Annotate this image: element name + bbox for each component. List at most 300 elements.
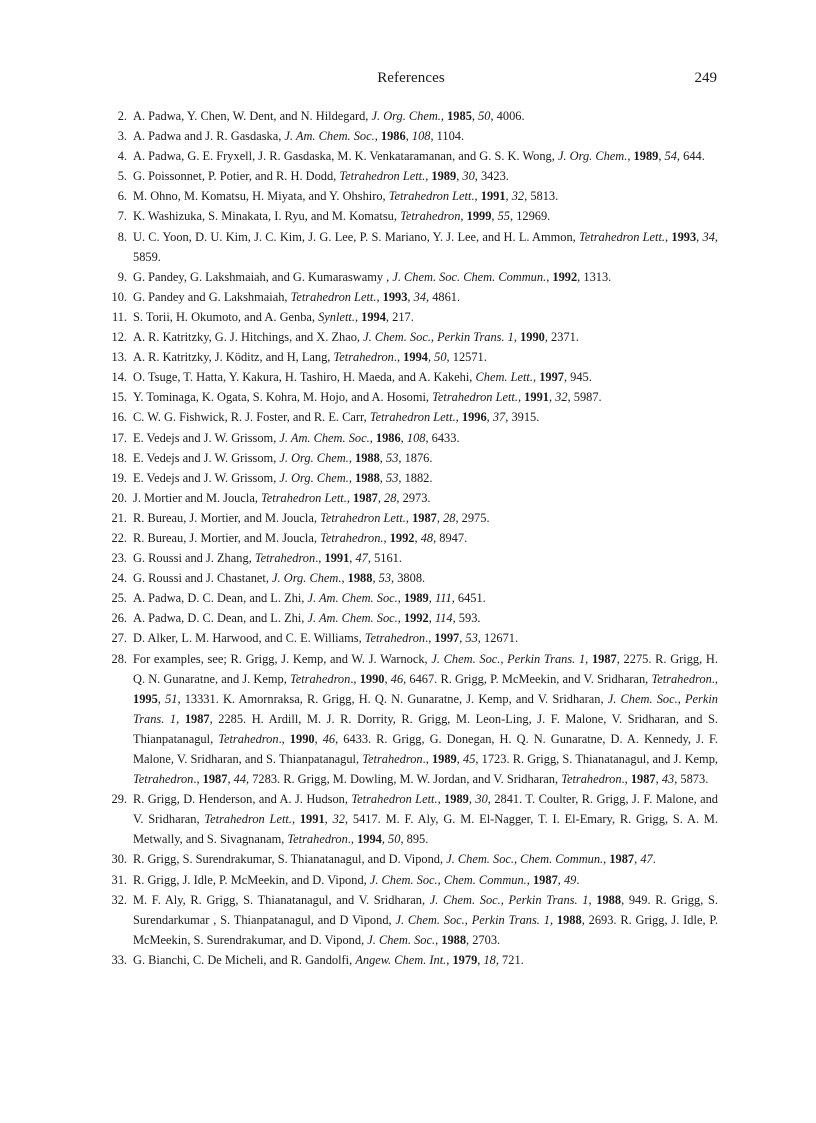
citation-text: , 945. xyxy=(563,370,592,385)
reference-text xyxy=(133,310,414,324)
reference-text xyxy=(133,893,718,947)
reference-text xyxy=(133,852,656,866)
reference-text xyxy=(133,511,490,525)
citation-journal: 108 xyxy=(406,430,426,445)
citation-journal: J. Chem. Soc., Perkin Trans. 1 xyxy=(133,691,718,726)
reference-item xyxy=(105,649,718,790)
reference-text xyxy=(133,652,718,787)
citation-journal: J. Chem. Soc., Chem. Commun. xyxy=(369,872,527,887)
citation-text: , 217. xyxy=(385,309,414,324)
reference-item xyxy=(105,508,718,528)
citation-text: , 3808. xyxy=(391,571,426,586)
citation-journal: J. Org. Chem. xyxy=(279,450,349,465)
reference-number: 8. xyxy=(117,229,127,244)
running-title: References xyxy=(377,70,445,86)
citation-journal: 32 xyxy=(511,189,525,204)
citation-journal: Tetrahedron Lett. xyxy=(579,229,666,244)
citation-text: , xyxy=(696,229,703,244)
citation-text: , xyxy=(348,450,356,465)
citation-year: 1988 xyxy=(355,470,380,485)
reference-item xyxy=(105,146,718,166)
citation-journal: 53 xyxy=(465,631,478,646)
citation-journal: 108 xyxy=(411,129,431,144)
reference-number: 32. xyxy=(111,892,127,907)
citation-journal: Tetrahedron Lett. xyxy=(369,410,456,425)
citation-text: , xyxy=(658,149,665,164)
reference-text xyxy=(133,169,509,183)
citation-text: A. Padwa, Y. Chen, W. Dent, and N. Hildegard, xyxy=(133,109,372,123)
citation-text: , xyxy=(655,772,662,787)
citation-text: , xyxy=(532,370,540,385)
reference-number: 25. xyxy=(111,591,127,606)
citation-journal: J. Chem. Soc. xyxy=(367,932,436,947)
citation-text: . xyxy=(576,872,580,887)
citation-year: 1997 xyxy=(434,631,460,646)
reference-item xyxy=(105,126,718,146)
citation-journal: J. Am. Chem. Soc. xyxy=(307,611,398,626)
reference-number: 13. xyxy=(111,350,127,365)
reference-number: 5. xyxy=(117,169,127,184)
citation-journal: J. Org. Chem. xyxy=(272,571,342,586)
citation-journal: J. Am. Chem. Soc. xyxy=(284,129,375,144)
citation-journal: J. Org. Chem. xyxy=(279,470,349,485)
citation-text: A. Padwa and J. R. Gasdaska, xyxy=(133,129,285,144)
citation-year: 1987 xyxy=(609,852,635,867)
reference-number: 20. xyxy=(111,490,127,505)
citation-text: , xyxy=(557,872,564,887)
citation-journal: 46 xyxy=(390,671,404,686)
citation-journal: J. Chem. Soc., Chem. Commun. xyxy=(446,852,604,867)
citation-text: G. Pandey and G. Lakshmaiah, xyxy=(133,289,291,304)
citation-journal: Tetrahedron xyxy=(364,631,426,646)
citation-text: ., xyxy=(621,772,631,787)
citation-text: , xyxy=(513,330,521,345)
reference-text xyxy=(133,611,481,625)
citation-text: , xyxy=(456,752,464,766)
reference-text xyxy=(133,270,611,284)
citation-journal: Tetrahedron xyxy=(400,209,461,224)
citation-text: , 5987. xyxy=(567,390,602,405)
citation-journal: 46 xyxy=(322,731,336,746)
reference-number: 23. xyxy=(111,551,127,566)
reference-number: 10. xyxy=(111,289,127,304)
citation-year: 1993 xyxy=(671,229,697,244)
citation-text: , xyxy=(379,450,386,465)
reference-item xyxy=(105,206,718,226)
reference-text xyxy=(133,149,705,163)
citation-text: , xyxy=(425,169,432,184)
citation-text: , xyxy=(446,952,453,967)
reference-text xyxy=(133,551,402,565)
citation-journal: Synlett. xyxy=(318,309,355,324)
reference-number: 22. xyxy=(111,530,127,545)
citation-text: , xyxy=(460,209,467,224)
reference-item xyxy=(105,568,718,588)
citation-text: , 949. R. Grigg, S. Surendarkumar , S. Thianpatanagul, and D Vipond, xyxy=(133,892,718,927)
citation-text: , xyxy=(377,490,385,505)
citation-year: 1990 xyxy=(520,330,545,345)
citation-text: , xyxy=(456,169,463,184)
citation-year: 1999 xyxy=(466,209,492,224)
citation-journal: J. Chem. Soc., Perkin Trans. 1 xyxy=(363,330,514,345)
citation-journal: 34 xyxy=(702,229,715,244)
citation-text: G. Poissonnet, P. Potier, and R. H. Dodd, xyxy=(133,169,340,184)
citation-text: , 2275. R. Grigg, H. Q. N. Gunaratne, and J. Kemp, xyxy=(133,651,718,686)
citation-text: , xyxy=(384,671,391,686)
citation-text: , xyxy=(405,510,413,525)
citation-text: , xyxy=(436,510,444,525)
citation-text: , 721. xyxy=(495,952,524,967)
citation-text: , xyxy=(348,470,356,485)
citation-year: 1989 xyxy=(431,752,457,766)
reference-item xyxy=(105,227,718,267)
citation-text: , xyxy=(397,591,404,606)
reference-item xyxy=(105,106,718,126)
reference-number: 6. xyxy=(117,189,127,204)
reference-number: 18. xyxy=(111,450,127,465)
reference-text xyxy=(133,792,718,846)
reference-number: 11. xyxy=(111,309,127,324)
reference-number: 2. xyxy=(117,109,127,123)
citation-journal: Tetrahedron xyxy=(254,551,316,566)
citation-year: 1989 xyxy=(633,149,659,164)
citation-text: , 6433. xyxy=(425,430,460,445)
citation-year: 1991 xyxy=(480,189,506,204)
reference-item xyxy=(105,327,718,347)
reference-text xyxy=(133,390,602,404)
citation-year: 1990 xyxy=(289,731,315,746)
reference-text xyxy=(133,230,718,264)
citation-text: Y. Tominaga, K. Ogata, S. Kohra, M. Hojo, and A. Hosomi, xyxy=(133,390,433,405)
citation-text: , 12571. xyxy=(446,350,487,365)
citation-year: 1989 xyxy=(444,792,469,807)
citation-journal: Tetrahedron xyxy=(289,671,351,686)
reference-item xyxy=(105,789,718,849)
citation-journal: 44 xyxy=(233,772,247,787)
citation-journal: 18 xyxy=(483,952,496,967)
reference-item xyxy=(105,267,718,287)
citation-text: , xyxy=(383,530,390,545)
citation-text: , xyxy=(354,309,362,324)
reference-item xyxy=(105,588,718,608)
reference-item xyxy=(105,407,718,427)
citation-journal: Tetrahedron Lett. xyxy=(388,189,475,204)
citation-text: S. Torii, H. Okumoto, and A. Genba, xyxy=(133,309,319,324)
citation-text: , xyxy=(405,129,412,144)
citation-year: 1989 xyxy=(403,591,429,606)
citation-year: 1991 xyxy=(524,390,549,405)
citation-text: C. W. G. Fishwick, R. J. Foster, and R. E. Carr, xyxy=(133,410,370,425)
citation-year: 1988 xyxy=(347,571,373,586)
citation-year: 1992 xyxy=(389,530,415,545)
citation-text: , xyxy=(176,711,185,726)
reference-number: 15. xyxy=(111,390,127,405)
citation-text: R. Grigg, S. Surendrakumar, S. Thianatanagul, and D. Vipond, xyxy=(133,852,447,867)
citation-text: For examples, see; R. Grigg, J. Kemp, and W. J. Warnock, xyxy=(133,651,432,666)
citation-text: , xyxy=(414,530,421,545)
reference-number: 7. xyxy=(117,209,127,224)
reference-text xyxy=(133,451,432,465)
citation-journal: 114 xyxy=(434,611,453,626)
reference-item xyxy=(105,890,718,950)
citation-text: E. Vedejs and J. W. Grissom, xyxy=(133,470,280,485)
reference-text xyxy=(133,290,460,304)
citation-text: J. Mortier and M. Joucla, xyxy=(133,490,262,505)
citation-text: , 1723. R. Grigg, S. Thianatanagul, and J. Kemp, xyxy=(475,752,718,766)
citation-journal: 53 xyxy=(378,571,392,586)
citation-journal: Tetrahedron xyxy=(287,832,348,847)
citation-year: 1994 xyxy=(403,350,428,365)
citation-text: A. R. Katritzky, J. Köditz, and H, Lang, xyxy=(133,350,334,365)
reference-number: 28. xyxy=(111,651,127,666)
citation-text: , 5161. xyxy=(367,551,402,566)
citation-text: , 8947. xyxy=(433,530,468,545)
citation-journal: J. Org. Chem. xyxy=(371,109,441,123)
citation-text: , 12969. xyxy=(510,209,551,224)
citation-text: , 2371. xyxy=(544,330,579,345)
citation-text: , 1104. xyxy=(430,129,465,144)
citation-text: A. R. Katritzky, G. J. Hitchings, and X. Zhao, xyxy=(133,330,364,345)
citation-text: , xyxy=(634,852,641,867)
citation-text: ., xyxy=(425,631,435,646)
reference-text xyxy=(133,491,431,505)
citation-journal: 32 xyxy=(332,812,345,827)
citation-text: R. Grigg, D. Henderson, and A. J. Hudson, xyxy=(133,792,352,807)
citation-text: ., xyxy=(711,671,718,686)
citation-text: , 12671. xyxy=(477,631,519,646)
citation-text: , 1882. xyxy=(398,470,433,485)
citation-year: 1979 xyxy=(452,952,478,967)
reference-text xyxy=(133,330,579,344)
citation-text: , xyxy=(397,611,404,626)
citation-journal: J. Org. Chem. xyxy=(557,149,628,164)
citation-text: , xyxy=(291,812,300,827)
citation-text: , xyxy=(665,229,672,244)
citation-journal: Angew. Chem. Int. xyxy=(355,952,447,967)
reference-text xyxy=(133,370,592,384)
citation-text: , 593. xyxy=(452,611,481,626)
reference-item xyxy=(105,307,718,327)
citation-text: M. Ohno, M. Komatsu, H. Miyata, and Y. Ohshiro, xyxy=(133,189,389,204)
citation-journal: Tetrahedron xyxy=(561,772,622,787)
page-number: 249 xyxy=(694,70,717,86)
citation-year: 1989 xyxy=(431,169,457,184)
citation-text: , 6433. R. Grigg, G. Donegan, H. Q. N. Gunaratne, D. A. Kennedy, J. F. Malone, V. Sridharan, and S. Thianpatanagul, xyxy=(133,731,718,766)
citation-text: G. Roussi and J. Zhang, xyxy=(133,551,255,566)
reference-text xyxy=(133,631,518,645)
citation-journal: 111 xyxy=(434,591,452,606)
citation-year: 1996 xyxy=(461,410,487,425)
citation-year: 1986 xyxy=(380,129,406,144)
citation-text: , 895. xyxy=(400,832,429,847)
reference-text xyxy=(133,873,579,887)
citation-text: , 2975. xyxy=(455,510,490,525)
citation-text: , xyxy=(428,611,435,626)
citation-year: 1992 xyxy=(552,269,578,284)
reference-text xyxy=(133,410,539,424)
citation-journal: 43 xyxy=(661,772,675,787)
citation-text: , xyxy=(427,350,435,365)
reference-item xyxy=(105,528,718,548)
citation-journal: J. Am. Chem. Soc. xyxy=(307,591,398,606)
reference-number: 3. xyxy=(117,129,127,144)
reference-item xyxy=(105,287,718,307)
citation-journal: J. Am. Chem. Soc. xyxy=(279,430,370,445)
reference-number: 17. xyxy=(111,430,127,445)
citation-text: , 3915. xyxy=(505,410,540,425)
citation-text: , xyxy=(603,852,610,867)
citation-journal: 47 xyxy=(355,551,368,566)
citation-journal: J. Chem. Soc., Perkin Trans. 1 xyxy=(431,651,586,666)
reference-item xyxy=(105,468,718,488)
citation-text: , xyxy=(341,571,348,586)
citation-text: , xyxy=(474,189,481,204)
citation-journal: 47 xyxy=(640,852,653,867)
reference-number: 14. xyxy=(111,370,127,385)
citation-journal: 50 xyxy=(388,832,401,847)
reference-item xyxy=(105,608,718,628)
citation-journal: 28 xyxy=(443,510,456,525)
reference-text xyxy=(133,129,464,143)
citation-year: 1995 xyxy=(133,691,158,706)
citation-text: , xyxy=(372,571,379,586)
page-header xyxy=(105,70,717,92)
citation-year: 1988 xyxy=(556,912,582,927)
reference-text xyxy=(133,531,467,545)
citation-text: R. Bureau, J. Mortier, and M. Joucla, xyxy=(133,530,321,545)
citation-text: , xyxy=(477,952,484,967)
citation-text: , xyxy=(437,792,445,807)
citation-text: A. Padwa, D. C. Dean, and L. Zhi, xyxy=(133,611,308,626)
reference-text xyxy=(133,953,524,967)
citation-journal: Tetrahedron Lett. xyxy=(339,169,426,184)
citation-text: , 644. xyxy=(676,149,705,164)
citation-text: , xyxy=(455,410,462,425)
citation-year: 1987 xyxy=(532,872,558,887)
citation-year: 1991 xyxy=(324,551,350,566)
citation-journal: 50 xyxy=(478,109,491,123)
citation-year: 1993 xyxy=(382,289,408,304)
citation-journal: 45 xyxy=(463,752,476,766)
citation-text: , xyxy=(468,792,476,807)
citation-journal: Tetrahedron xyxy=(362,752,423,766)
citation-year: 1988 xyxy=(596,892,622,907)
citation-journal: Tetrahedron xyxy=(651,671,712,686)
citation-journal: 37 xyxy=(492,410,506,425)
citation-text: , 5859. xyxy=(133,229,719,264)
citation-journal: Tetrahedron xyxy=(333,350,394,365)
citation-text: , 6467. R. Grigg, P. McMeekin, and V. Sridharan, xyxy=(403,671,652,686)
reference-number: 12. xyxy=(111,330,127,345)
citation-text: R. Grigg, J. Idle, P. McMeekin, and D. Vipond, xyxy=(133,872,370,887)
citation-text: , xyxy=(588,892,597,907)
citation-text: , xyxy=(491,209,498,224)
citation-journal: 53 xyxy=(386,450,399,465)
reference-number: 26. xyxy=(111,611,127,626)
citation-year: 1994 xyxy=(357,832,382,847)
reference-item xyxy=(105,448,718,468)
reference-item xyxy=(105,347,718,367)
citation-journal: 54 xyxy=(664,149,677,164)
citation-journal: 50 xyxy=(434,350,447,365)
citation-text: , xyxy=(374,129,381,144)
reference-number: 16. xyxy=(111,410,127,425)
citation-text: , 6451. xyxy=(451,591,486,606)
citation-text: ., xyxy=(315,551,325,566)
citation-text: , xyxy=(459,631,466,646)
citation-text: ., xyxy=(278,731,290,746)
citation-text: ., xyxy=(193,772,203,787)
citation-journal: Tetrahedron Lett. xyxy=(204,812,292,827)
citation-journal: J. Chem. Soc. Chem. Commun. xyxy=(392,269,547,284)
citation-journal: Tetrahedron Lett. xyxy=(261,490,347,505)
citation-text: E. Vedejs and J. W. Grissom, xyxy=(133,450,280,465)
citation-text: , 7283. R. Grigg, M. Dowling, M. W. Jordan, and V. Sridharan, xyxy=(246,772,562,787)
citation-text: , 5873. xyxy=(674,772,709,787)
reference-item xyxy=(105,186,718,206)
reference-number: 4. xyxy=(117,149,127,164)
citation-text: , xyxy=(517,390,525,405)
citation-text: ., xyxy=(347,832,358,847)
reference-number: 21. xyxy=(111,510,127,525)
citation-journal: 30 xyxy=(475,792,488,807)
citation-year: 1991 xyxy=(299,812,325,827)
citation-text: , xyxy=(435,932,442,947)
citation-journal: J. Chem. Soc., Perkin Trans. 1 xyxy=(395,912,550,927)
citation-year: 1990 xyxy=(359,671,385,686)
reference-list xyxy=(105,106,718,970)
citation-text: R. Bureau, J. Mortier, and M. Joucla, xyxy=(133,510,321,525)
citation-text: , xyxy=(526,872,533,887)
citation-text: A. Padwa, G. E. Fryxell, J. R. Gasdaska, M. K. Venkataramanan, and G. S. K. Wong, xyxy=(133,149,558,164)
citation-text: , xyxy=(346,490,354,505)
citation-text: , xyxy=(486,410,493,425)
citation-text: , xyxy=(471,109,479,123)
citation-text: , 2693. R. Grigg, J. Idle, P. McMeekin, S. Surendrakumar, and D. Vipond, xyxy=(133,912,718,947)
citation-year: 1987 xyxy=(184,711,210,726)
citation-text: , xyxy=(505,189,512,204)
citation-journal: 55 xyxy=(497,209,510,224)
citation-journal: 51 xyxy=(165,691,178,706)
citation-journal: 28 xyxy=(384,490,397,505)
citation-text: , xyxy=(548,390,556,405)
citation-text: , xyxy=(627,149,634,164)
citation-text: , xyxy=(400,430,407,445)
citation-text: , 5813. xyxy=(524,189,559,204)
citation-text: M. F. Aly, R. Grigg, S. Thianatanagul, and V. Sridharan, xyxy=(133,892,430,907)
citation-text: , 2973. xyxy=(396,490,431,505)
citation-journal: Tetrahedron Lett. xyxy=(290,289,377,304)
citation-text: O. Tsuge, T. Hatta, Y. Kakura, H. Tashiro, H. Maeda, and A. Kakehi, xyxy=(133,370,476,385)
reference-item xyxy=(105,628,718,648)
citation-text: . xyxy=(652,852,656,867)
reference-item xyxy=(105,870,718,890)
citation-text: U. C. Yoon, D. U. Kim, J. C. Kim, J. G. Lee, P. S. Mariano, Y. J. Lee, and H. L. Ammon, xyxy=(133,229,580,244)
citation-text: , xyxy=(546,269,553,284)
citation-text: , 4861. xyxy=(426,289,461,304)
citation-text: , 1313. xyxy=(577,269,612,284)
citation-text: , 5417. M. F. Aly, G. M. El-Nagger, T. I. El-Emary, R. Grigg, S. A. M. Metwally, and S. Sivagnanam, xyxy=(133,812,718,847)
reference-item xyxy=(105,849,718,869)
citation-text: , xyxy=(440,109,448,123)
reference-text xyxy=(133,109,525,123)
citation-year: 1987 xyxy=(412,510,437,525)
citation-journal: Tetrahedron Lett. xyxy=(432,390,518,405)
citation-text: , xyxy=(381,832,389,847)
citation-year: 1988 xyxy=(355,450,380,465)
citation-year: 1987 xyxy=(353,490,378,505)
citation-text: G. Roussi and J. Chastanet, xyxy=(133,571,273,586)
